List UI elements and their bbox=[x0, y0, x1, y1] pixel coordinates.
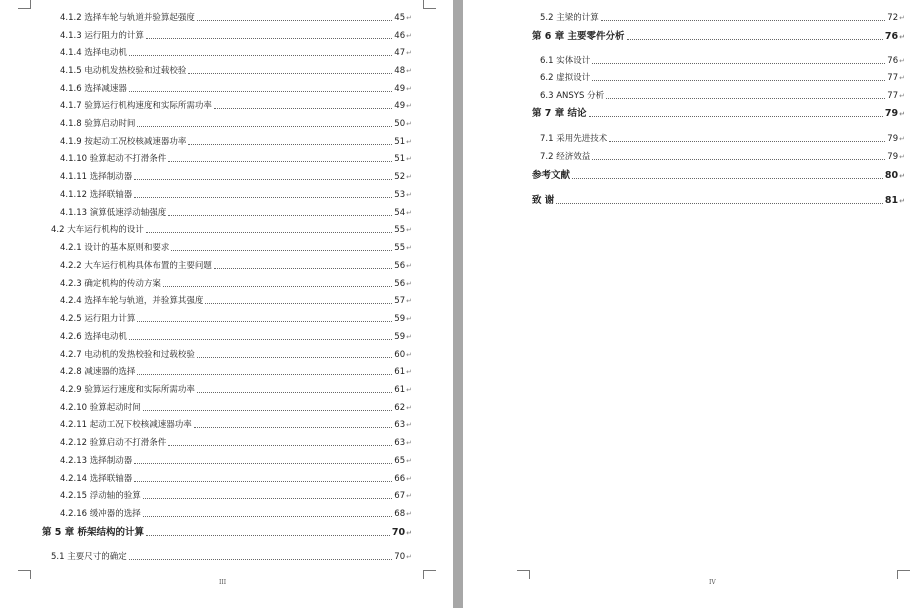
toc-entry[interactable]: 4.2.1 设计的基本原则和要求 55 ↵ bbox=[60, 243, 412, 253]
page-gutter bbox=[453, 0, 463, 608]
toc-entry[interactable]: 6.3 ANSYS 分析 77 ↵ bbox=[540, 91, 905, 101]
toc-entry[interactable]: 5.2 主梁的计算 72 ↵ bbox=[540, 13, 905, 23]
toc-entry[interactable]: 4.1.11 选择制动器 52 ↵ bbox=[60, 172, 412, 182]
crop-mark bbox=[423, 570, 436, 579]
toc-entry[interactable]: 4.1.5 电动机发热校验和过载校验 48 ↵ bbox=[60, 66, 412, 76]
toc-entry[interactable]: 6.1 实体设计 76 ↵ bbox=[540, 56, 905, 66]
toc-entry[interactable]: 4.2.10 验算起动时间 62 ↵ bbox=[60, 403, 412, 413]
toc-entry[interactable]: 4.2.7 电动机的发热校验和过载校验 60 ↵ bbox=[60, 350, 412, 360]
toc-entry[interactable]: 4.2.6 选择电动机 59 ↵ bbox=[60, 332, 412, 342]
toc-entry[interactable]: 4.1.8 验算启动时间 50 ↵ bbox=[60, 119, 412, 129]
toc-chapter-entry[interactable]: 第 7 章 结论 79 ↵ bbox=[532, 108, 905, 119]
toc-chapter-entry[interactable]: 参考文献 80 ↵ bbox=[532, 170, 905, 181]
toc-entry[interactable]: 4.1.2 选择车轮与轨道并验算起强度 45 ↵ bbox=[60, 13, 412, 23]
toc-entry[interactable]: 4.2.2 大车运行机构具体布置的主要问题 56 ↵ bbox=[60, 261, 412, 271]
toc-entry[interactable]: 4.1.4 选择电动机 47 ↵ bbox=[60, 48, 412, 58]
crop-mark bbox=[897, 570, 910, 579]
toc-entry[interactable]: 7.1 采用先进技术 79 ↵ bbox=[540, 134, 905, 144]
toc-entry[interactable]: 4.2.5 运行阻力计算 59 ↵ bbox=[60, 314, 412, 324]
toc-entry[interactable]: 4.2.4 选择车轮与轨道，并验算其强度 57 ↵ bbox=[60, 296, 412, 306]
toc-entry[interactable]: 4.1.7 验算运行机构速度和实际所需功率 49 ↵ bbox=[60, 101, 412, 111]
page-number-footer: III bbox=[219, 579, 227, 586]
toc-entry[interactable]: 4.1.10 验算起动不打滑条件 51 ↵ bbox=[60, 154, 412, 164]
crop-mark bbox=[18, 570, 31, 579]
toc-entry[interactable]: 4.2.13 选择制动器 65 ↵ bbox=[60, 456, 412, 466]
toc-chapter-entry[interactable]: 第 6 章 主要零件分析 76 ↵ bbox=[532, 31, 905, 42]
toc-entry[interactable]: 4.2.11 起动工况下校核减速器功率 63 ↵ bbox=[60, 420, 412, 430]
toc-entry[interactable]: 4.1.9 按起动工况校核减速器功率 51 ↵ bbox=[60, 137, 412, 147]
toc-entry[interactable]: 4.2.8 减速器的选择 61 ↵ bbox=[60, 367, 412, 377]
toc-chapter-entry[interactable]: 致 谢 81 ↵ bbox=[532, 195, 905, 206]
toc-entry[interactable]: 4.2.15 浮动轴的验算 67 ↵ bbox=[60, 491, 412, 501]
toc-entry[interactable]: 4.2.16 缓冲器的选择 68 ↵ bbox=[60, 509, 412, 519]
document-page-left bbox=[0, 0, 453, 608]
toc-entry[interactable]: 4.1.13 演算低速浮动轴强度 54 ↵ bbox=[60, 208, 412, 218]
toc-entry[interactable]: 6.2 虚拟设计 77 ↵ bbox=[540, 73, 905, 83]
toc-entry[interactable]: 4.1.6 选择减速器 49 ↵ bbox=[60, 84, 412, 94]
toc-entry[interactable]: 4.2.3 确定机构的传动方案 56 ↵ bbox=[60, 279, 412, 289]
crop-mark bbox=[517, 570, 530, 579]
toc-entry[interactable]: 4.2.14 选择联轴器 66 ↵ bbox=[60, 474, 412, 484]
document-page-right bbox=[463, 0, 921, 608]
crop-mark bbox=[18, 0, 31, 9]
toc-chapter-entry[interactable]: 第 5 章 桥架结构的计算 70 ↵ bbox=[42, 527, 412, 538]
toc-entry[interactable]: 4.2.12 验算启动不打滑条件 63 ↵ bbox=[60, 438, 412, 448]
toc-entry[interactable]: 4.1.12 选择联轴器 53 ↵ bbox=[60, 190, 412, 200]
page-number-footer: IV bbox=[709, 579, 716, 586]
toc-entry[interactable]: 4.2 大车运行机构的设计 55 ↵ bbox=[51, 225, 412, 235]
crop-mark bbox=[423, 0, 436, 9]
toc-entry[interactable]: 7.2 经济效益 79 ↵ bbox=[540, 152, 905, 162]
toc-entry[interactable]: 4.2.9 验算运行速度和实际所需功率 61 ↵ bbox=[60, 385, 412, 395]
toc-entry[interactable]: 4.1.3 运行阻力的计算 46 ↵ bbox=[60, 31, 412, 41]
toc-entry[interactable]: 5.1 主要尺寸的确定 70 ↵ bbox=[51, 552, 412, 562]
